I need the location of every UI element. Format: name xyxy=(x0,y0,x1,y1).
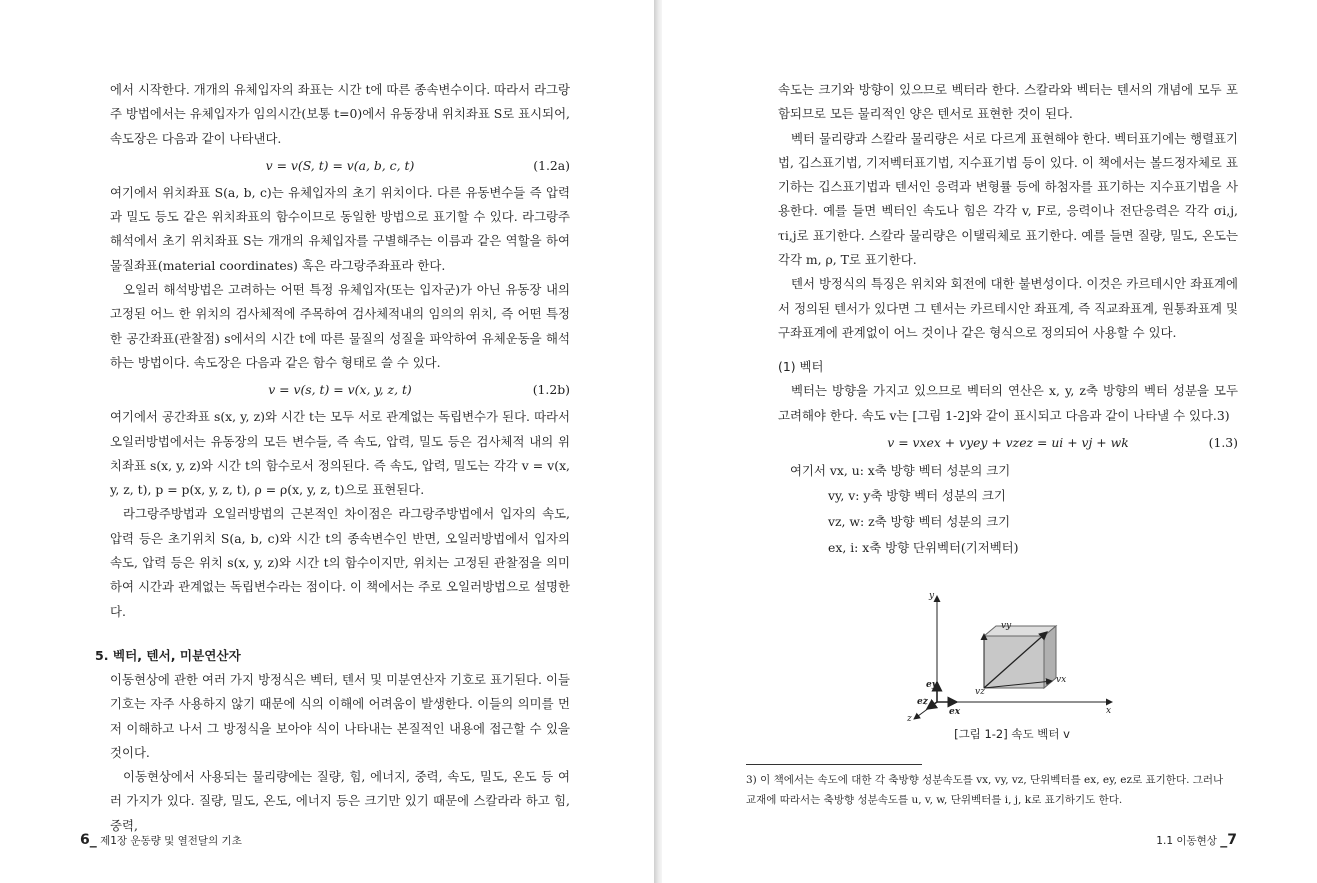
figure-caption: [그림 1-2] 속도 벡터 v xyxy=(954,727,1070,741)
label-ez: ez xyxy=(917,697,928,707)
equation-text: v = v(s, t) = v(x, y, z, t) xyxy=(268,382,412,398)
equation-text: v = v(S, t) = v(a, b, c, t) xyxy=(265,157,415,173)
equation-1-2a xyxy=(110,151,570,181)
left-page xyxy=(0,0,654,883)
paragraph: 이동현상에서 사용되는 물리량에는 질량, 힘, 에너지, 중력, 속도, 밀도, 온도 등 여러 가지가 있다. 질량, 밀도, 온도, 에너지 등은 크기만 있기 때문에 스칼라라 하고 힘, 중력, xyxy=(110,769,570,833)
paragraph: 에서 시작한다. 개개의 유체입자의 좌표는 시간 t에 따른 종속변수이다. 따라서 라그랑주 방법에서는 유체입자가 임의시간(보통 t=0)에서 유동장내 위치좌표 S로 표시되어, 속도장은 다음과 같이 나타낸다. xyxy=(110,82,570,146)
equation-number: (1.2b) xyxy=(532,382,570,398)
paragraph: 오일러 해석방법은 고려하는 어떤 특정 유체입자(또는 입자군)가 아닌 유동장 내의 고정된 어느 한 위치의 검사체적에 주목하여 검사체적내의 임의의 위치, 즉 어떤 특정한 공간좌표(관찰점) s에서의 시간 t에 따른 물질의 성질을 파악하여 유체운동을 해석하는 방법이다. 속도장은 다음과 같은 함수 형태로 쓸 수 있다. xyxy=(110,282,570,370)
label-vx: vx xyxy=(1056,675,1067,685)
definition-item: ex, i: x축 방향 단위벡터(기저벡터) xyxy=(828,539,1019,555)
ez-vector xyxy=(927,702,937,709)
left-footer: 6_ 제1장 운동량 및 열전달의 기초 xyxy=(80,832,242,848)
definition-item: 여기서 vx, u: x축 방향 벡터 성분의 크기 xyxy=(790,462,1011,478)
left-body xyxy=(95,78,570,838)
paragraph: 텐서 방정식의 특징은 위치와 회전에 대한 불변성이다. 이것은 카르테시안 좌표계에서 정의된 텐서가 있다면 그 텐서는 카르테시안 좌표계, 즉 직교좌표계, 원통좌표계 및 구좌표계에 관계없이 어느 것이나 같은 형식으로 정의되어 사용할 수 있다. xyxy=(778,276,1238,340)
book-gutter xyxy=(654,0,662,883)
footnote: 3) 이 책에서는 속도에 대한 각 축방향 성분속도를 vx, vy, vz, 단위벡터를 ex, ey, ez로 표기한다. 그러나 교재에 따라서는 축방향 성분속도를 u, v, w, 단위벡터를 i, j, k로 표기하기도 한다. xyxy=(746,774,1224,806)
equation-text: v = vxex + vyey + vzez = ui + vj + wk xyxy=(887,434,1129,450)
right-page xyxy=(662,0,1317,883)
definition-item: vy, v: y축 방향 벡터 성분의 크기 xyxy=(828,488,1006,504)
page-number: 6 xyxy=(80,832,90,848)
section-title: 5. 벡터, 텐서, 미분연산자 xyxy=(95,647,241,663)
definition-item: vz, w: z축 방향 벡터 성분의 크기 xyxy=(828,514,1011,530)
equation-number: (1.2a) xyxy=(533,157,570,173)
paragraph: 이동현상에 관한 여러 가지 방정식은 벡터, 텐서 및 미분연산자 기호로 표기된다. 이들 기호는 자주 사용하지 않기 때문에 식의 이해에 어려움이 발생한다. 이들의 의미를 먼저 이해하고 나서 그 방정식을 보아야 식이 나타내는 본질적인 내용에 접근할 수 있을 것이다. xyxy=(110,671,570,760)
label-z: z xyxy=(907,714,912,721)
equation-number: (1.3) xyxy=(1208,434,1238,450)
definition-list xyxy=(790,458,1238,560)
paragraph: 벡터는 방향을 가지고 있으므로 벡터의 연산은 x, y, z축 방향의 벡터 성분을 모두 고려해야 한다. 속도 v는 [그림 1-2]와 같이 표시되고 다음과 같이 나타낼 수 있다.3) xyxy=(778,383,1238,423)
right-body xyxy=(778,78,1238,560)
chapter-title: 제1장 운동량 및 열전달의 기초 xyxy=(100,835,242,847)
label-y: y xyxy=(929,591,935,601)
label-vy: vy xyxy=(1001,621,1012,631)
equation-1-3 xyxy=(778,428,1238,458)
right-footer: 1.1 이동현상 _7 xyxy=(1156,832,1237,848)
label-x: x xyxy=(1106,706,1112,716)
footnote-rule xyxy=(746,764,922,765)
subsection-title: (1) 벡터 xyxy=(778,359,824,375)
paragraph: 여기에서 공간좌표 s(x, y, z)와 시간 t는 모두 서로 관계없는 독립변수가 된다. 따라서 오일러방법에서는 유동장의 모든 변수들, 즉 속도, 압력, 밀도 등은 검사체적 내의 위치좌표 s(x, y, z)와 시간 t의 함수로서 정의된다. 즉 속도, 압력, 밀도는 각각 v = v(x, y, z, t), p = p(x, y, z, t), ρ = ρ(x, y, z, t)으로 표현된다. xyxy=(110,409,570,498)
page-number: 7 xyxy=(1227,832,1237,848)
label-ex: ex xyxy=(949,707,961,717)
figure-velocity-vector xyxy=(902,586,1122,751)
paragraph: 라그랑주방법과 오일러방법의 근본적인 차이점은 라그랑주방법에서 입자의 속도, 압력 등은 초기위치 S(a, b, c)와 시간 t의 종속변수인 반면, 오일러방법에서 입자의 속도, 압력 등은 위치 s(x, y, z)와 시간 t의 함수이지만, 위치는 고정된 관찰점을 의미하여 시간과 관계없는 독립변수라는 점이다. 이 책에서는 주로 오일러방법으로 설명한다. xyxy=(110,506,570,619)
label-vz: vz xyxy=(975,687,985,697)
figure-diagram xyxy=(902,586,1122,721)
paragraph: 벡터 물리량과 스칼라 물리량은 서로 다르게 표현해야 한다. 벡터표기에는 행렬표기법, 깁스표기법, 기저벡터표기법, 지수표기법 등이 있다. 이 책에서는 볼드정자체로 표기하는 깁스표기법과 텐서인 응력과 변형률 등에 하첨자를 표기하는 지수표기법을 사용한다. 예를 들면 벡터인 속도나 힘은 각각 v, F로, 응력이나 전단응력은 각각 σi,j, τi,j로 표기한다. 스칼라 물리량은 이탤릭체로 표기한다. 예를 들면 질량, 밀도, 온도는 각각 m, ρ, T로 표기한다. xyxy=(778,130,1238,268)
paragraph: 속도는 크기와 방향이 있으므로 벡터라 한다. 스칼라와 벡터는 텐서의 개념에 모두 포함되므로 모든 물리적인 양은 텐서로 표현한 것이 된다. xyxy=(778,82,1238,122)
label-ey: ey xyxy=(926,680,937,690)
section-label: 1.1 이동현상 xyxy=(1156,835,1217,847)
paragraph: 여기에서 위치좌표 S(a, b, c)는 유체입자의 초기 위치이다. 다른 유동변수들 즉 압력과 밀도 등도 같은 위치좌표의 함수이므로 동일한 방법으로 표기할 수 있다. 라그랑주 해석에서 초기 위치좌표 S는 개개의 유체입자를 구별해주는 이름과 같은 역할을 하여 물질좌표(material coordinates) 혹은 라그랑주좌표라 한다. xyxy=(110,184,570,273)
cube-side xyxy=(1044,626,1056,688)
equation-1-2b xyxy=(110,375,570,405)
